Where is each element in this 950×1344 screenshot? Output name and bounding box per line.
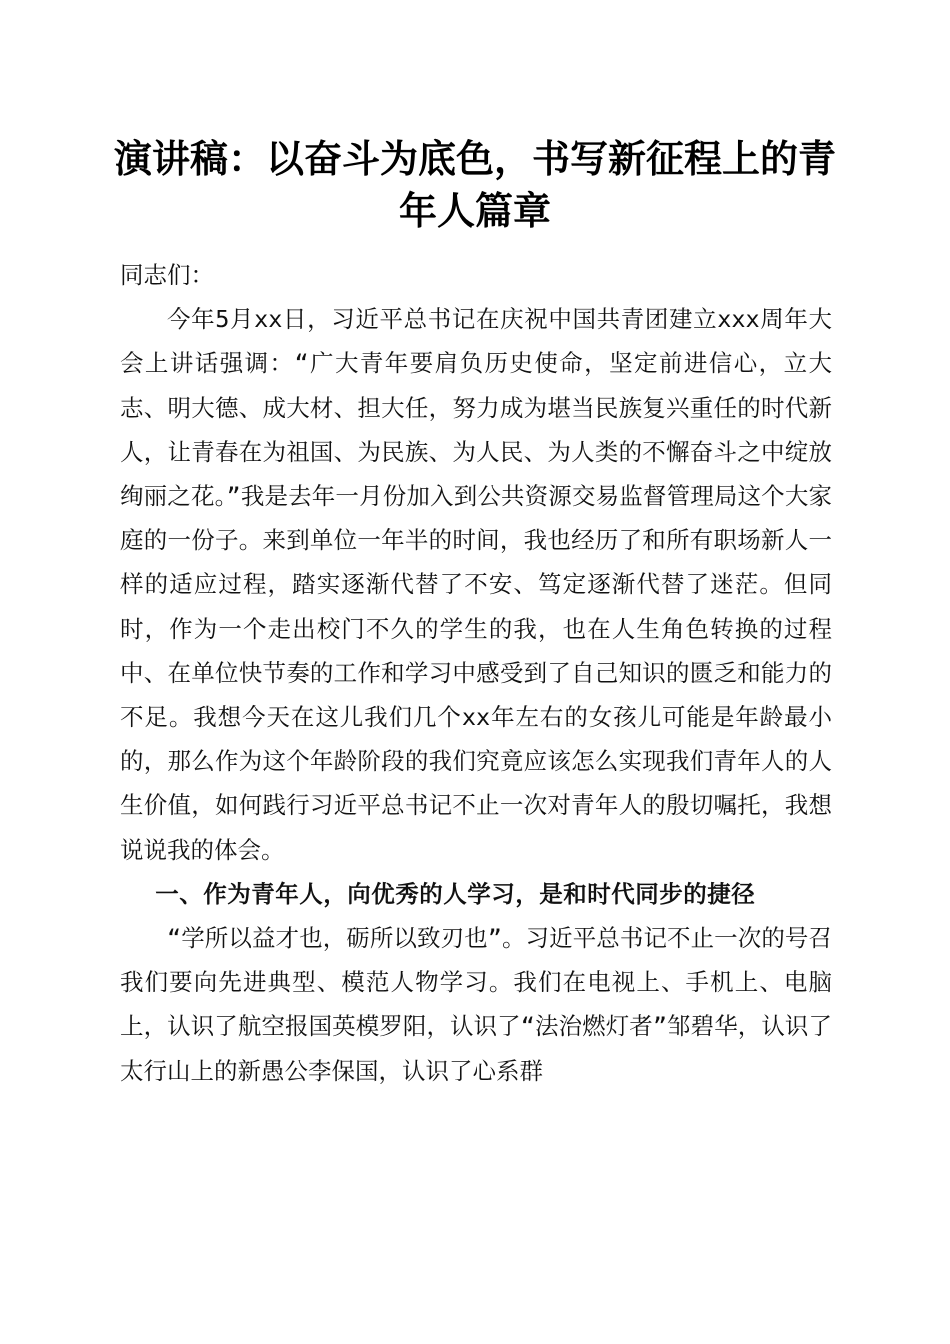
section-paragraph: “学所以益才也，砺所以致刃也”。习近平总书记不止一次的号召我们要向先进典型、模范人物学习。我们在电视上、手机上、电脑上，认识了航空报国英模罗阳，认识了“法治燃灯者”邹碧华，认识了太行山上的新愚公李保国，认识了心系群 — [120, 924, 832, 1085]
salutation: 同志们： — [120, 261, 214, 289]
body-paragraph: 今年5月xx日，习近平总书记在庆祝中国共青团建立xxx周年大会上讲话强调：“广大青年要肩负历史使命，坚定前进信心，立大志、明大德、成大材、担大任，努力成为堪当民族复兴重任的时代新人，让青春在为祖国、为民族、为人民、为人类的不懈奋斗之中绽放绚丽之花。”我是去年一月份加入到公共资源交易监督管理局这个大家庭的一份子。来到单位一年半的时间，我也经历了和所有职场新人一样的适应过程，踏实逐渐代替了不安、笃定逐渐代替了迷茫。但同时，作为一个走出校门不久的学生的我，也在人生角色转换的过程中、在单位快节奏的工作和学习中感受到了自己知识的匮乏和能力的不足。我想今天在这儿我们几个xx年左右的女孩儿可能是年龄最小的，那么作为这个年龄阶段的我们究竟应该怎么实现我们青年人的人生价值，如何践行习近平总书记不止一次对青年人的殷切嘱托，我想说说我的体会。 — [120, 305, 832, 864]
document-body — [120, 253, 832, 1093]
document-title: 演讲稿：以奋斗为底色，书写新征程上的青年人篇章 — [113, 136, 836, 233]
section-heading: 一、作为青年人，向优秀的人学习，是和时代同步的捷径 — [155, 879, 756, 908]
